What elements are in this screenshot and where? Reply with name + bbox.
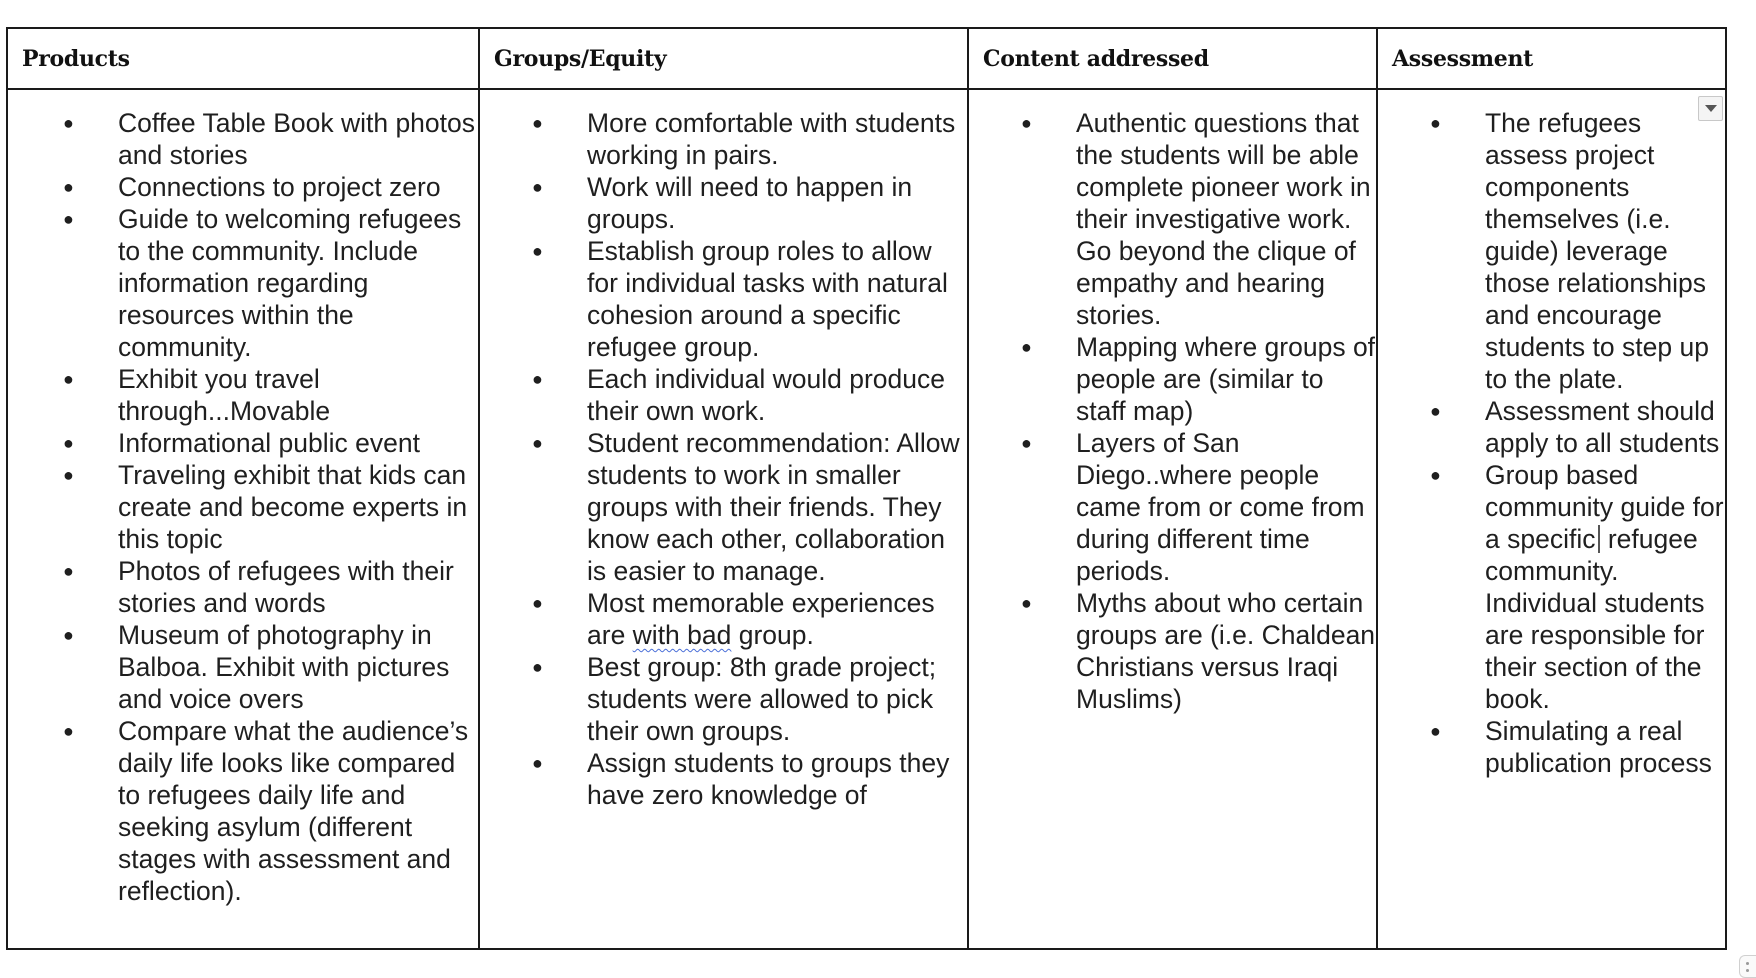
list-item[interactable]: ● Assessment should apply to all students xyxy=(1485,395,1725,459)
header-row xyxy=(7,28,1726,89)
list-item[interactable]: ● Best group: 8th grade project; students were allowed to pick their own groups. xyxy=(587,651,967,747)
list-item[interactable]: ● More comfortable with students working in pairs. xyxy=(587,107,967,171)
content-row xyxy=(7,89,1726,949)
assessment-list xyxy=(1485,107,1725,779)
list-item[interactable]: ● Connections to project zero xyxy=(118,171,478,203)
list-item[interactable]: ● Compare what the audience’s daily life looks like compared to refugees daily life and seeking asylum (different stages with assessment and reflection). xyxy=(118,715,478,907)
list-item[interactable]: ● Work will need to happen in groups. xyxy=(587,171,967,235)
list-item[interactable]: ● Museum of photography in Balboa. Exhibit with pictures and voice overs xyxy=(118,619,478,715)
header-groups-equity[interactable]: Groups/Equity xyxy=(479,28,968,89)
products-list xyxy=(118,107,478,907)
list-item[interactable]: ● Mapping where groups of people are (similar to staff map) xyxy=(1076,331,1376,427)
list-item[interactable]: ● Guide to welcoming refugees to the community. Include information regarding resources within the community. xyxy=(118,203,478,363)
item-text: group. xyxy=(731,620,814,650)
list-item[interactable]: ● Student recommendation: Allow students to work in smaller groups with their friends. They know each other, collaboration is easier to manage. xyxy=(587,427,967,587)
list-item[interactable]: ● Exhibit you travel through...Movable xyxy=(118,363,478,427)
list-item[interactable]: ● Coffee Table Book with photos and stories xyxy=(118,107,478,171)
cell-products[interactable] xyxy=(7,89,479,949)
drag-handle-icon[interactable] xyxy=(1739,955,1756,978)
planning-table xyxy=(6,27,1727,950)
list-item[interactable]: ● Informational public event xyxy=(118,427,478,459)
item-text: refugee community. Individual students are responsible for their section of the book. xyxy=(1485,524,1705,714)
cell-groups-equity[interactable] xyxy=(479,89,968,949)
list-item[interactable]: ● Authentic questions that the students will be able complete pioneer work in their investigative work. Go beyond the clique of empathy and hearing stories. xyxy=(1076,107,1376,331)
list-item[interactable]: ● Assign students to groups they have zero knowledge of xyxy=(587,747,967,811)
header-assessment[interactable]: Assessment xyxy=(1377,28,1726,89)
list-item[interactable] xyxy=(1485,459,1725,715)
header-products[interactable]: Products xyxy=(7,28,479,89)
spellcheck-flagged-text[interactable]: with bad xyxy=(632,620,732,650)
list-item[interactable] xyxy=(587,587,967,651)
list-item[interactable]: ● Layers of San Diego..where people came from or come from during different time periods. xyxy=(1076,427,1376,587)
groups-equity-list xyxy=(587,107,967,811)
content-addressed-list xyxy=(1076,107,1376,715)
header-content-addressed[interactable]: Content addressed xyxy=(968,28,1377,89)
list-item[interactable]: ● Myths about who certain groups are (i.e. Chaldean Christians versus Iraqi Muslims) xyxy=(1076,587,1376,715)
item-text: Group based community guide for a specific xyxy=(1485,460,1724,554)
cell-content-addressed[interactable] xyxy=(968,89,1377,949)
list-item[interactable]: ● Traveling exhibit that kids can create and become experts in this topic xyxy=(118,459,478,555)
list-item[interactable]: ● The refugees assess project components themselves (i.e. guide) leverage those relationships and encourage students to step up to the plate. xyxy=(1485,107,1725,395)
list-item[interactable]: ● Simulating a real publication process xyxy=(1485,715,1725,779)
list-item[interactable]: ● Each individual would produce their own work. xyxy=(587,363,967,427)
cell-assessment[interactable] xyxy=(1377,89,1726,949)
list-item[interactable]: ● Establish group roles to allow for individual tasks with natural cohesion around a specific refugee group. xyxy=(587,235,967,363)
item-text: Most memorable experiences are xyxy=(587,588,935,650)
list-item[interactable]: ● Photos of refugees with their stories and words xyxy=(118,555,478,619)
